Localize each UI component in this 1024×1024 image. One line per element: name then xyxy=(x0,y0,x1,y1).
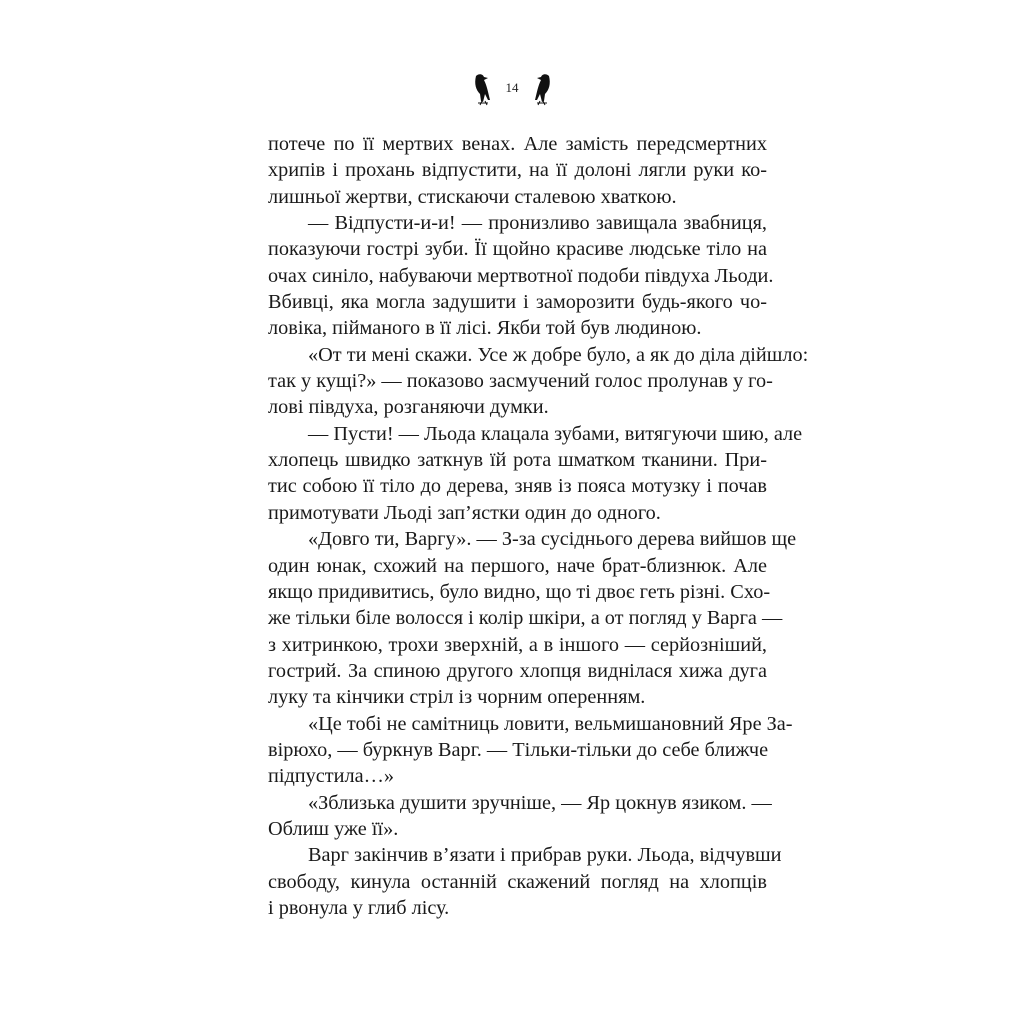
text-line: хлопець швидко заткнув їй рота шматком тканини. При- xyxy=(268,449,767,472)
page-header xyxy=(0,70,1024,110)
text-line: і рвонула у глиб лісу. xyxy=(268,896,450,919)
page-number: 14 xyxy=(505,80,519,95)
text-line: луку та кінчики стріл із чорним оперенням. xyxy=(268,686,646,709)
raven-icon xyxy=(529,72,557,108)
text-line: очах синіло, набуваючи мертвотної подоби півдуха Льоди. xyxy=(268,264,774,287)
body-text xyxy=(268,131,809,921)
text-line: — Відпусти-и-и! — пронизливо завищала звабниця, xyxy=(308,212,767,235)
text-line: тис собою її тіло до дерева, зняв із пояса мотузку і почав xyxy=(268,475,767,498)
text-line: підпустила…» xyxy=(268,765,395,788)
text-line: якщо придивитись, було видно, що ті двоє геть різні. Схо- xyxy=(268,580,771,603)
text-line: вірюхо, — буркнув Варг. — Тільки-тільки до себе ближче xyxy=(268,738,769,761)
text-line: примотувати Льоді зап’ястки один до одного. xyxy=(268,501,661,524)
text-line: Облиш уже її». xyxy=(268,817,399,840)
text-line: лишньої жертви, стискаючи сталевою хваткою. xyxy=(268,185,677,208)
text-line: Вбивці, яка могла задушити і заморозити будь-якого чо- xyxy=(268,291,767,314)
text-line: — Пусти! — Льода клацала зубами, витягуючи шию, але xyxy=(308,422,803,445)
text-line: хрипів і прохань відпустити, на її долоні лягли руки ко- xyxy=(268,159,767,182)
text-line: потече по її мертвих венах. Але замість передсмертних xyxy=(268,133,767,155)
text-line: показуючи гострі зуби. Її щойно красиве людське тіло на xyxy=(268,238,767,261)
text-line: «Зблизька душити зручніше, — Яр цокнув язиком. — xyxy=(308,791,772,814)
text-line: «Довго ти, Варгу». — З-за сусіднього дерева вийшов ще xyxy=(308,528,797,551)
text-line: так у кущі?» — показово засмучений голос пролунав у го- xyxy=(268,370,773,393)
text-line: гострий. За спиною другого хлопця виднілася хижа дуга xyxy=(268,659,767,682)
text-line: ловіка, пійманого в її лісі. Якби той був людиною. xyxy=(268,317,702,340)
text-line: же тільки біле волосся і колір шкіри, а от погляд у Варга — xyxy=(268,607,783,630)
text-line: Варг закінчив в’язати і прибрав руки. Льода, відчувши xyxy=(308,844,782,867)
text-line: «От ти мені скажи. Усе ж добре було, а як до діла дійшло: xyxy=(308,343,809,366)
text-line: свободу, кинула останній скажений погляд на хлопців xyxy=(268,870,767,893)
text-line: з хитринкою, трохи зверхній, а в іншого — серйозніший, xyxy=(268,633,767,656)
raven-icon xyxy=(468,72,496,108)
text-line: лові півдуха, розганяючи думки. xyxy=(268,396,549,419)
text-line: один юнак, схожий на першого, наче брат-близнюк. Але xyxy=(268,554,767,577)
text-line: «Це тобі не самітниць ловити, вельмишановний Яре За- xyxy=(308,712,793,735)
